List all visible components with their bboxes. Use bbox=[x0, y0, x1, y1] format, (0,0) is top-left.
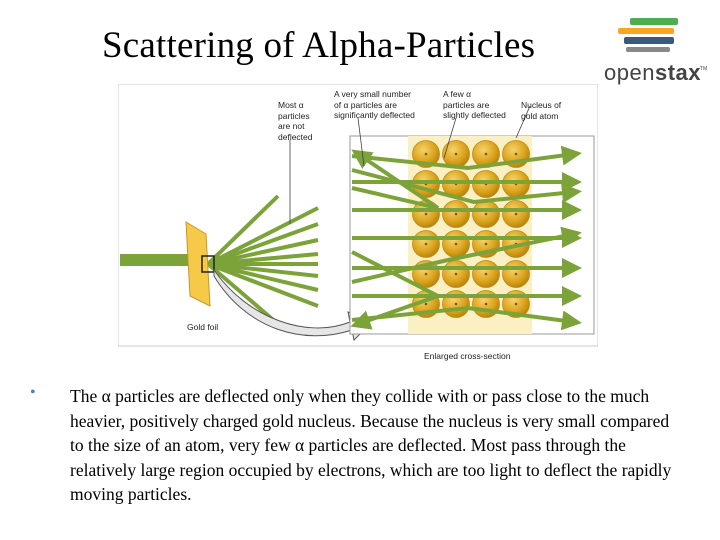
gold-nucleus bbox=[455, 213, 458, 216]
gold-nucleus bbox=[515, 273, 518, 276]
logo-tm: TM bbox=[700, 66, 708, 72]
gold-nucleus bbox=[515, 213, 518, 216]
logo-bars-icon bbox=[604, 14, 714, 60]
gold-nucleus bbox=[485, 213, 488, 216]
gold-nucleus bbox=[455, 243, 458, 246]
gold-nucleus bbox=[425, 303, 428, 306]
gold-nucleus bbox=[485, 153, 488, 156]
gold-nucleus bbox=[455, 303, 458, 306]
gold-nucleus bbox=[515, 303, 518, 306]
scattered-rays bbox=[208, 196, 318, 324]
scattered-ray-8 bbox=[208, 196, 278, 264]
gold-nucleus bbox=[485, 273, 488, 276]
label-slightly-deflected: A few α particles are slightly deflected bbox=[443, 89, 506, 120]
gold-nucleus bbox=[485, 243, 488, 246]
gold-nucleus bbox=[425, 213, 428, 216]
logo-wordmark: openstax bbox=[604, 60, 701, 85]
label-significantly-deflected: A very small number of α particles are significantly deflected bbox=[334, 89, 415, 120]
bullet-dot: • bbox=[30, 384, 36, 401]
scattering-diagram bbox=[118, 84, 598, 366]
openstax-logo bbox=[604, 14, 714, 86]
bullet-text: The α particles are deflected only when they collide with or pass close to the much heavier, positively charged gold nucleus. Because the nucleus is very small compared to the size of an atom, very few α particles are deflected. Most pass through the relatively large region occupied by electrons, which are too light to deflect the rapidly moving particles. bbox=[70, 386, 672, 504]
label-gold-foil: Gold foil bbox=[187, 322, 219, 332]
label-most-not-deflected: Most α particles are not deflected bbox=[278, 100, 313, 142]
gold-nucleus bbox=[455, 153, 458, 156]
label-nucleus: Nucleus of gold atom bbox=[521, 100, 562, 121]
gold-nucleus bbox=[425, 243, 428, 246]
alpha-beam bbox=[120, 254, 190, 266]
gold-nucleus bbox=[425, 153, 428, 156]
gold-nucleus bbox=[425, 273, 428, 276]
gold-foil bbox=[186, 222, 210, 306]
gold-nucleus bbox=[455, 273, 458, 276]
gold-nucleus bbox=[485, 303, 488, 306]
slide-title: Scattering of Alpha-Particles bbox=[102, 25, 536, 66]
label-cross-section: Enlarged cross-section bbox=[424, 351, 511, 361]
gold-nucleus bbox=[515, 153, 518, 156]
